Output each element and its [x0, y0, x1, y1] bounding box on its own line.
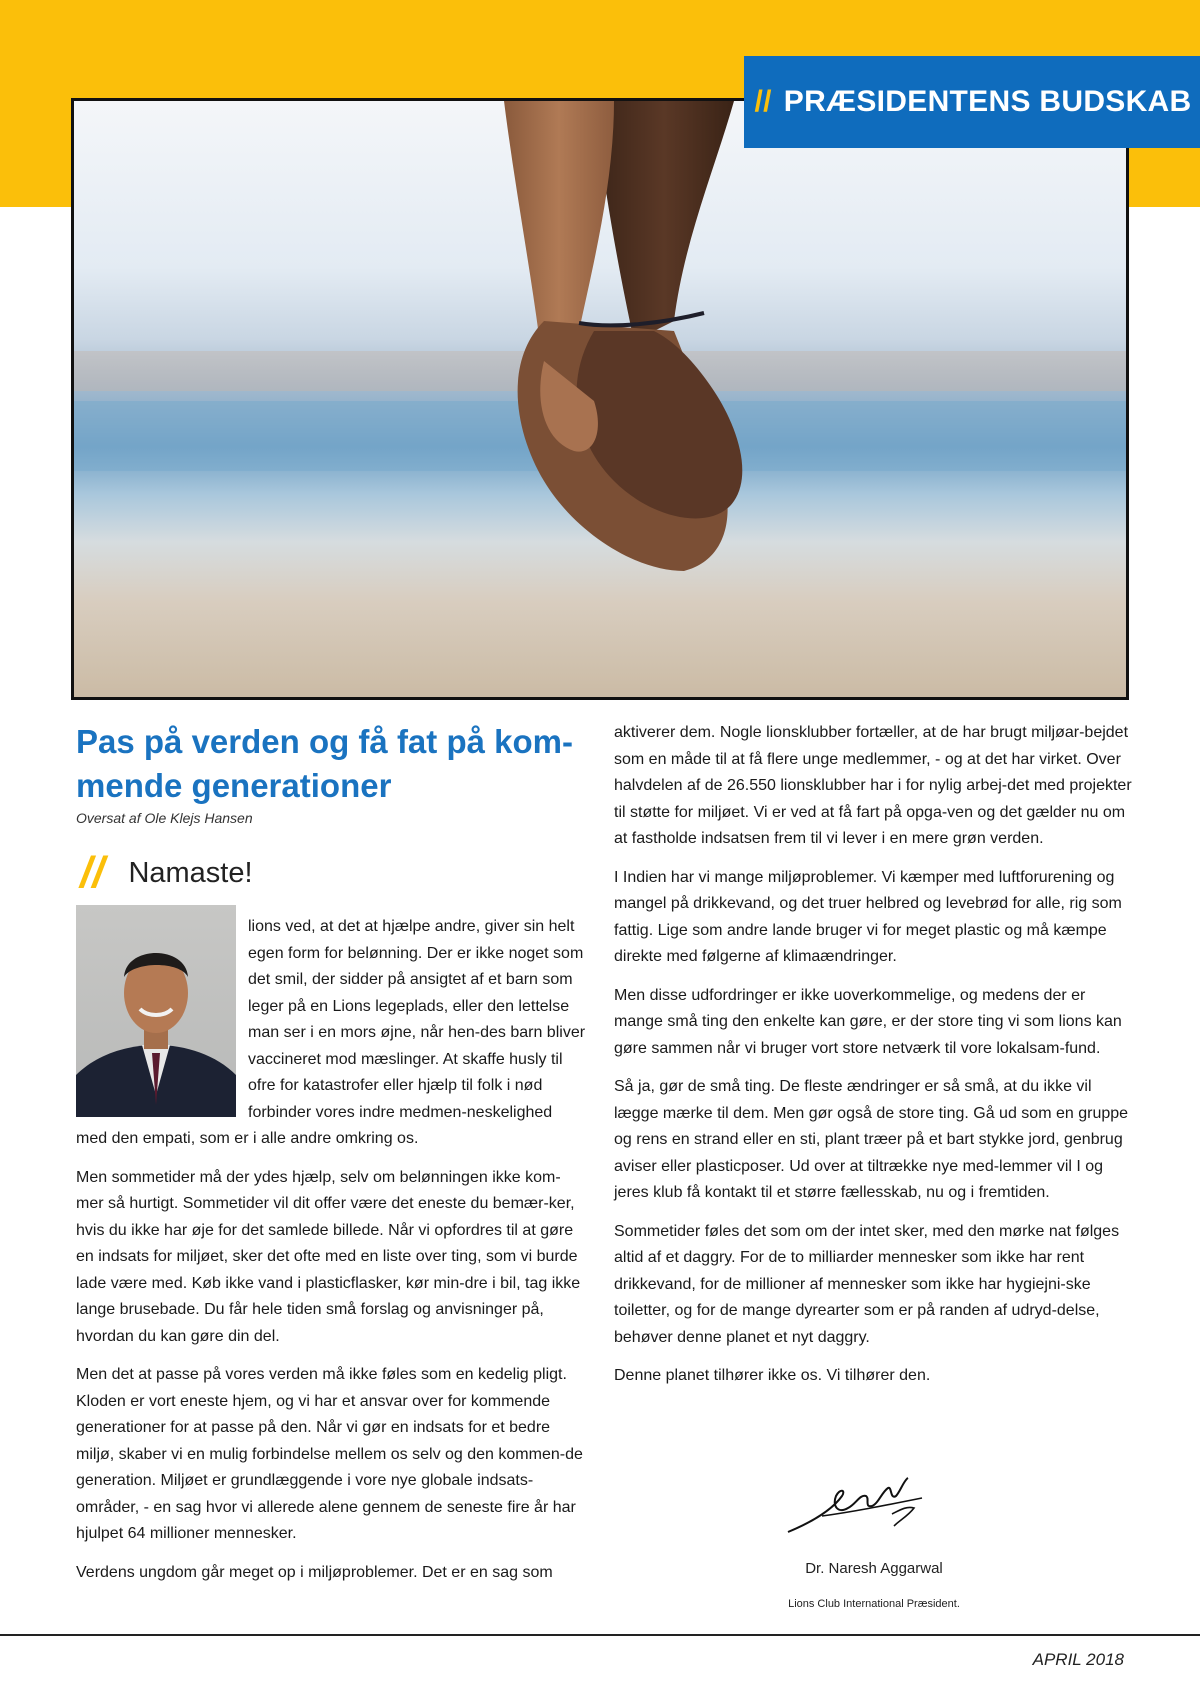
right-paragraph: aktiverer dem. Nogle lionsklubber fortæller, at de har brugt miljøar-bejdet som en måde til at få flere unge medlemmer, - og at det har virket. Over halvdelen af de 26.550 lionsklubber har i for nylig arbej-det med projekter til støtte for miljøet. Vi er ved at få fart på opga-ven og det gælder nu om at fastholde indsatsen frem til vi lever i en mere grøn verden. — [614, 724, 1132, 847]
greeting-slash: // — [80, 848, 105, 897]
signer-title: Lions Club International Præsident. — [788, 1598, 960, 1610]
right-paragraph: Men disse udfordringer er ikke uoverkommelige, og medens der er mange små ting den enkelte kan gøre, er der store ting vi som lions kan gøre sammen når vi bruger vort store netværk til vore lokalsam-fund. — [614, 986, 1122, 1057]
left-paragraph: Verdens ungdom går meget op i miljøproblemer. Det er en sag som — [76, 1563, 553, 1581]
right-column — [614, 720, 1134, 1402]
footer-divider — [0, 1634, 1200, 1636]
section-label-box — [744, 56, 1200, 148]
left-paragraph: Men det at passe på vores verden må ikke føles som en kedelig pligt. Kloden er vort eneste hjem, og vi har et ansvar over for kommende generationer for at passe på den. Når vi gør en indsats for et bedre miljø, skaber vi en mulig forbindelse mellem os selv og den kommen-de generation. Miljøet er grundlæggende i vore nye globale indsats-områder, - en sag hvor vi allerede alene gennem de seneste fire år har hjulpet 64 millioner mennesker. — [76, 1366, 583, 1542]
section-title: PRÆSIDENTENS BUDSKAB — [783, 85, 1192, 118]
article-title: Pas på verden og få fat på kom-mende generationer — [76, 723, 573, 804]
section-slash: // — [754, 85, 772, 118]
issue-date: APRIL 2018 — [1032, 1650, 1124, 1669]
hands-illustration — [74, 101, 1126, 697]
left-paragraph: Men sommetider må der ydes hjælp, selv om belønningen ikke kom-mer så hurtigt. Sommetider vil dit offer være det eneste du bemær-ker, hvis du ikke har øje for det samlede billede. Når vi opfordres til at gøre en indsats for miljøet, sker det ofte med en liste over ting, som vi burde lade være med. Køb ikke vand i plasticflasker, kør min-dre i bil, tag ikke lange brusebade. Du får hele tiden små forslag og anvisninger på, hvordan du kan gøre din del. — [76, 1168, 581, 1345]
signer-name: Dr. Naresh Aggarwal — [805, 1560, 943, 1577]
right-paragraph: Denne planet tilhører ikke os. Vi tilhører den. — [614, 1367, 931, 1384]
left-paragraph: lions ved, at det at hjælpe andre, giver sin helt egen form for belønning. Der er ikke noget som det smil, der sidder på ansigtet af et barn som leger på en Lions legeplads, eller den lettelse man ser i en mors øjne, når hen-des barn bliver vaccineret mod mæslinger. At skaffe husly til ofre for katastrofer eller hjælp til folk i nød forbinder vores indre medmen-neskelighed med den empati, som er i alle andre omkring os. — [76, 918, 586, 1147]
translator-byline: Oversat af Ole Klejs Hansen — [76, 810, 253, 826]
greeting — [80, 848, 253, 898]
right-paragraph: I Indien har vi mange miljøproblemer. Vi kæmper med luftforurening og mangel på drikkevand, og det truer helbred og levebrød for alle, rig som fattig. Lige som andre lande bruger vi for meget plastic og må kæmpe direkte med følgerne af klimaændringer. — [614, 868, 1122, 965]
president-portrait — [76, 905, 236, 1117]
right-paragraph: Sommetider føles det som om der intet sker, med den mørke nat følges altid af et daggry. For de to milliarder mennesker som ikke har rent drikkevand, for de millioner af mennesker som ikke har hygiejni-ske toiletter, og for de mange dyrearter som er på randen af udryd-delse, behøver denne planet et nyt daggry. — [614, 1222, 1120, 1346]
right-paragraph: Så ja, gør de små ting. De fleste ændringer er så små, at du ikke vil lægge mærke til dem. Men gør også de store ting. Gå ud som en gruppe og rens en strand eller en sti, plant træer på et bart stykke jord, genbrug aviser eller plasticposer. Ud over at tiltrække nye med-lemmer vil I og jeres klub få kontakt til et større fællesskab, nu og i fremtiden. — [614, 1078, 1129, 1201]
handwritten-signature — [782, 1470, 932, 1544]
portrait-illustration — [76, 905, 236, 1117]
greeting-text: Namaste! — [128, 856, 253, 889]
hero-photo-holding-hands — [71, 98, 1129, 700]
